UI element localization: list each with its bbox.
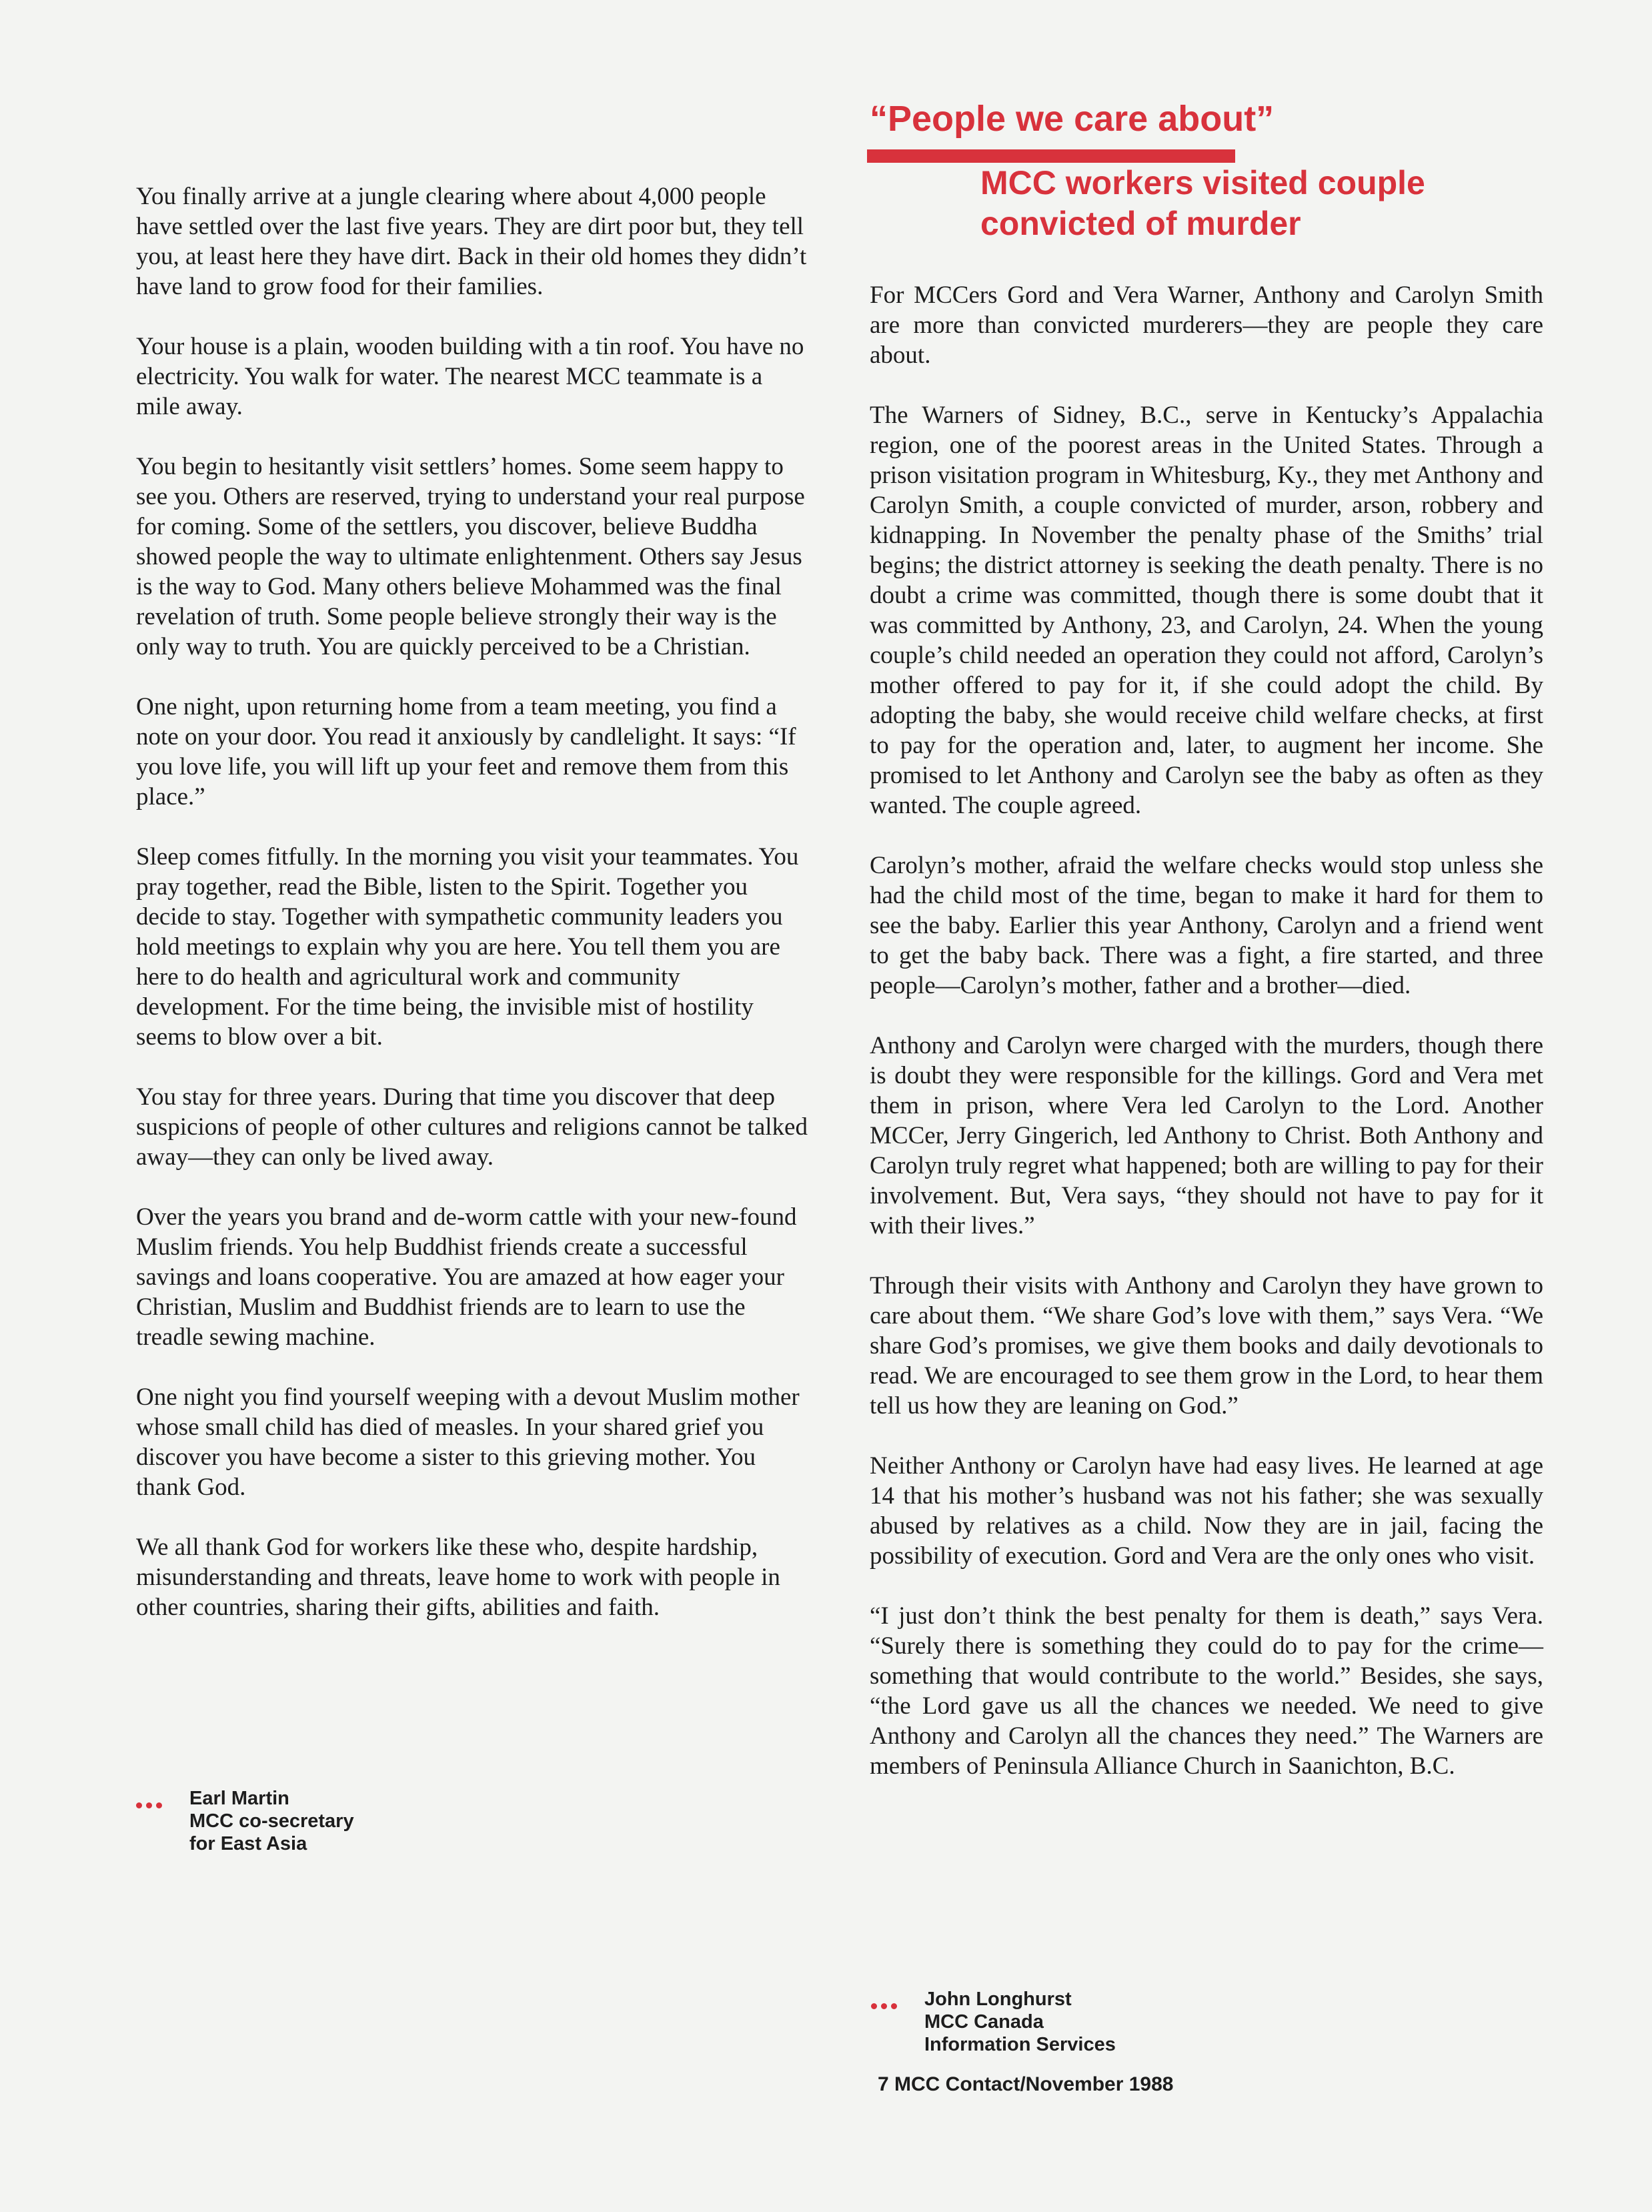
left-paragraph: Sleep comes fitfully. In the morning you visit your teammates. You pray together, read the Bible, listen to the Spirit. Together you decide to stay. Together with sympathetic community leaders you hold meetings to explain why you are here. You tell them you are here to do health and agricultural work and community development. For the time being, the invisible mist of hostility seems to blow over a bit. [136, 843, 799, 1051]
left-paragraph: Over the years you brand and de-worm cattle with your new-found Muslim friends. You help Buddhist friends create a successful savings and loans cooperative. You are amazed at how eager your Christian, Muslim and Buddhist friends are to learn to use the treadle sewing machine. [136, 1203, 797, 1351]
left-paragraph: One night you find yourself weeping with a devout Muslim mother whose small child has died of measles. In your shared grief you discover you have become a sister to this grieving mother. You thank God. [136, 1384, 800, 1501]
byline-name: Earl Martin [189, 1788, 289, 1809]
headline: “People we care about” [870, 99, 1275, 139]
bullet-dots-icon [136, 1792, 166, 1815]
right-paragraph: For MCCers Gord and Vera Warner, Anthony and Carolyn Smith are more than convicted murderers—they are people they care about. [870, 282, 1543, 369]
byline-title: MCC co-secretary [189, 1810, 354, 1832]
byline-name: John Longhurst [924, 1989, 1072, 2010]
byline-left [189, 1787, 354, 1855]
right-paragraph: Anthony and Carolyn were charged with the murders, though there is doubt they were responsible for the killings. Gord and Vera met them in prison, where Vera led Carolyn to the Lord. Another MCCer, Jerry Gingerich, led Anthony to Christ. Both Anthony and Carolyn truly regret what happened; both are willing to pay for their involvement. But, Vera says, “they should not have to pay for it with their lives.” [870, 1032, 1544, 1239]
left-paragraph: You begin to hesitantly visit settlers’ homes. Some seem happy to see you. Others are reserved, trying to understand your real purpose for coming. Some of the settlers, you discover, believe Buddha showed people the way to ultimate enlightenment. Others say Jesus is the way to God. Many others believe Mohammed was the final revelation of truth. Some people believe strongly their way is the only way to truth. You are quickly perceived to be a Christian. [136, 453, 805, 660]
page-footer: 7 MCC Contact/November 1988 [878, 2073, 1174, 2095]
left-paragraph: You stay for three years. During that time you discover that deep suspicions of people of other cultures and religions cannot be talked away—they can only be lived away. [136, 1083, 808, 1171]
left-paragraph: Your house is a plain, wooden building with a tin roof. You have no electricity. You walk for water. The nearest MCC teammate is a mile away. [136, 333, 804, 420]
byline-region: for East Asia [189, 1833, 307, 1854]
left-paragraph: You finally arrive at a jungle clearing where about 4,000 people have settled over the last five years. They are dirt poor but, they tell you, at least here they have dirt. Back in their old homes they didn’t have land to grow food for their families. [136, 183, 807, 300]
bullet-dots-icon [871, 1993, 901, 2016]
right-column [870, 280, 1543, 1811]
left-paragraph: We all thank God for workers like these who, despite hardship, misunderstanding and threats, leave home to work with people in other countries, sharing their gifts, abilities and faith. [136, 1534, 780, 1621]
byline-right [924, 1988, 1116, 2056]
subhead: MCC workers visited couple convicted of murder [980, 164, 1425, 242]
right-paragraph: Carolyn’s mother, afraid the welfare checks would stop unless she had the child most of the time, began to make it hard for them to see the baby. Earlier this year Anthony, Carolyn and a friend went to get the baby back. There was a fight, a fire started, and three people—Carolyn’s mother, father and a brother—died. [870, 852, 1543, 999]
headline-rule [867, 149, 1235, 163]
right-paragraph: Through their visits with Anthony and Carolyn they have grown to care about them. “We share God’s love with them,” says Vera. “We share God’s promises, we give them books and daily devotionals to read. We are encouraged to see them grow in the Lord, to hear them tell us how they are leaning on God.” [870, 1272, 1543, 1420]
byline-title: MCC Canada [924, 2011, 1044, 2033]
byline-department: Information Services [924, 2034, 1116, 2055]
right-paragraph: The Warners of Sidney, B.C., serve in Kentucky’s Appalachia region, one of the poorest areas in the United States. Through a prison visitation program in Whitesburg, Ky., they met Anthony and Carolyn Smith, a couple convicted of murder, arson, robbery and kidnapping. In November the penalty phase of the Smiths’ trial begins; the district attorney is seeking the death penalty. There is no doubt a crime was committed, though there is some doubt that it was committed by Anthony, 23, and Carolyn, 24. When the young couple’s child needed an operation they could not afford, Carolyn’s mother offered to pay for it, if she could adopt the child. By adopting the baby, she would receive child welfare checks, at first to pay for the operation and, later, to augment her income. She promised to let Anthony and Carolyn see the baby as often as they wanted. The couple agreed. [870, 402, 1543, 819]
right-paragraph: Neither Anthony or Carolyn have had easy lives. He learned at age 14 that his mother’s husband was not his father; she was sexually abused by relatives as a child. Now they are in jail, facing the possibility of execution. Gord and Vera are the only ones who visit. [870, 1452, 1543, 1570]
right-paragraph: “I just don’t think the best penalty for them is death,” says Vera. “Surely there is something they could do to pay for the crime— something that would contribute to the world.” Besides, she says, “the Lord gave us all the chances we needed. We need to give Anthony and Carolyn all the chances they need.” The Warners are members of Peninsula Alliance Church in Saanichton, B.C. [870, 1602, 1543, 1780]
left-paragraph: One night, upon returning home from a team meeting, you find a note on your door. You read it anxiously by candlelight. It says: “If you love life, you will lift up your feet and remove them from this place.” [136, 693, 796, 810]
left-column [136, 181, 810, 1652]
